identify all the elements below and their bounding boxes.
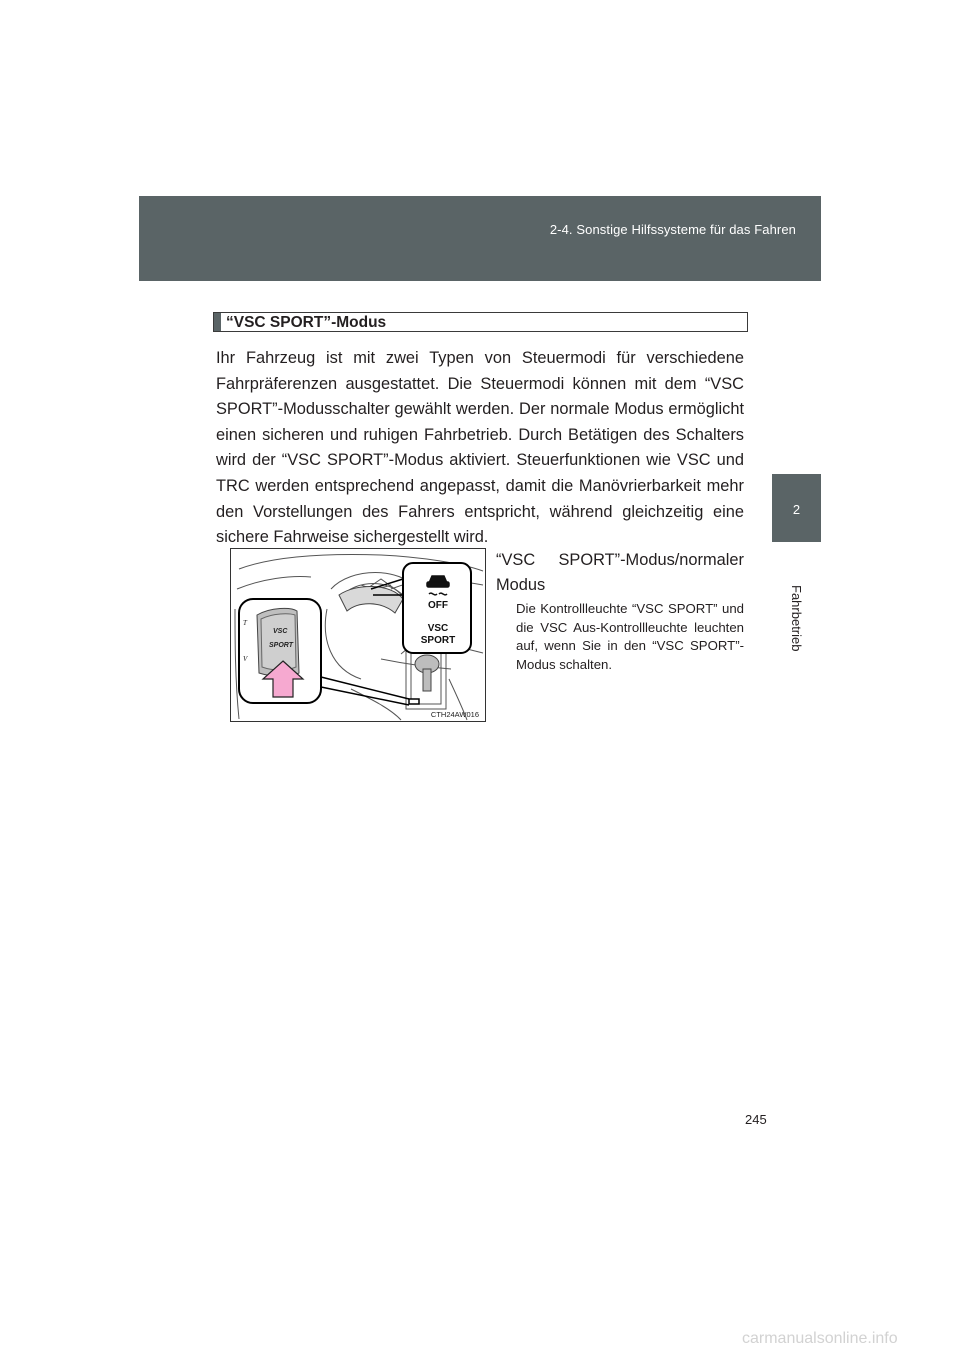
switch-label-sport: SPORT: [269, 642, 293, 649]
mode-description: Die Kontrollleuchte “VSC SPORT” und die VSC Aus-Kontrollleuchte leuchten auf, wenn Sie in den “VSC SPORT”-Modus schalten.: [516, 601, 744, 672]
dashboard-illustration: [231, 549, 485, 721]
chapter-tab: [772, 474, 821, 542]
lamp-sport-label: SPORT: [420, 635, 456, 646]
switch-label-vsc: VSC: [273, 628, 288, 635]
chapter-tab-number: 2: [792, 502, 801, 517]
figure-code: CTH24AW016: [430, 710, 479, 719]
side-letter-t: T: [243, 619, 247, 627]
side-letter-v: V: [243, 655, 248, 663]
vsc-sport-figure: [230, 548, 486, 722]
chapter-header: [139, 196, 821, 281]
chapter-title: 2-4. Sonstige Hilfssysteme für das Fahren: [549, 222, 796, 237]
section-title: “VSC SPORT”-Modus: [226, 314, 387, 331]
mode-title: “VSC SPORT”-Modus/normaler Modus: [496, 551, 744, 594]
lamp-off-label: OFF: [428, 600, 448, 611]
page-number: 245: [745, 1112, 767, 1127]
lamp-vsc-label: VSC: [427, 623, 449, 634]
section-title-bar: [214, 313, 221, 331]
intro-paragraph: Ihr Fahrzeug ist mit zwei Typen von Steuermodi für verschiedene Fahrpräferenzen ausgestattet. Die Steuermodi können mit dem “VSC SPORT”-Modusschalter gewählt werden. Der normale Modus ermöglicht einen sicheren und ruhigen Fahrbetrieb. Durch Betätigen des Schalters wird der “VSC SPORT”-Modus aktiviert. Steuerfunktionen wie VSC und TRC werden entsprechend angepasst, damit die Manövrierbarkeit mehr den Vorstellungen des Fahrers entspricht, während gleichzeitig eine sichere Fahrweise sichergestellt wird.: [216, 349, 744, 547]
section-title-box: [213, 312, 748, 332]
watermark: carmanualsonline.info: [742, 1330, 898, 1347]
chapter-tab-label: Fahrbetrieb: [789, 585, 804, 652]
